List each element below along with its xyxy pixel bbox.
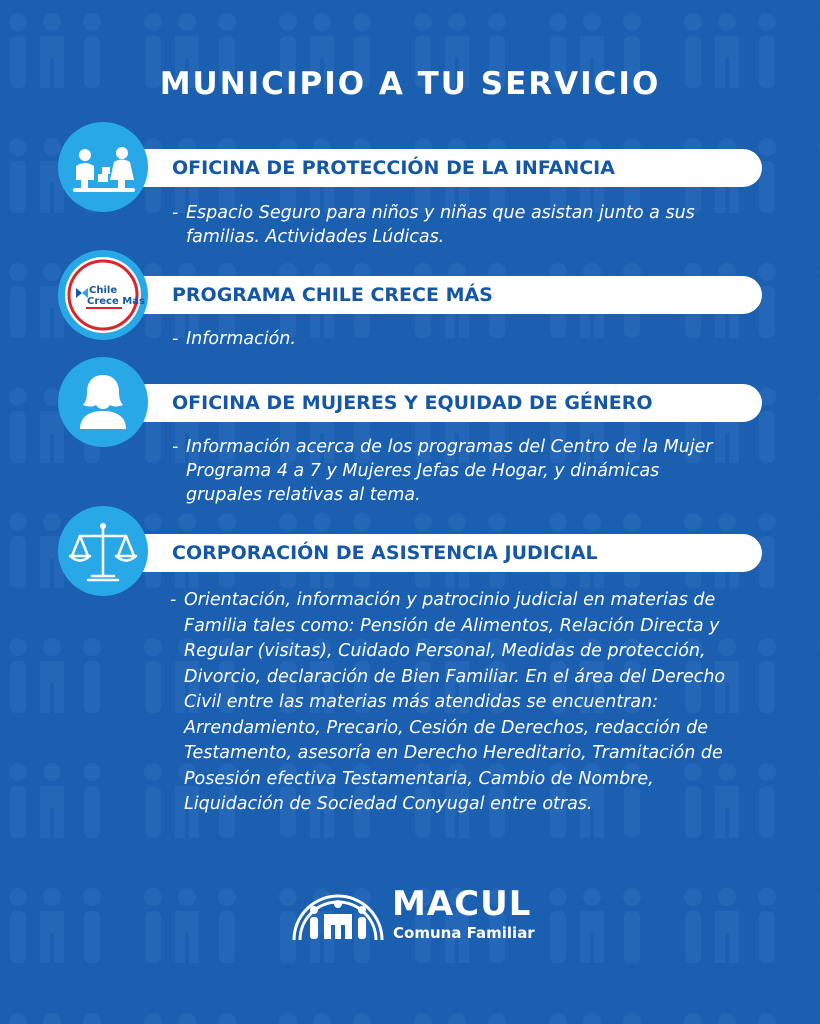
page-title: MUNICIPIO A TU SERVICIO xyxy=(159,66,661,102)
section-heading: PROGRAMA CHILE CRECE MÁS xyxy=(172,284,493,306)
macul-logo xyxy=(290,880,550,950)
section-heading: CORPORACIÓN DE ASISTENCIA JUDICIAL xyxy=(172,542,598,564)
brand-tagline: Comuna Familiar xyxy=(393,924,535,942)
section-description: - Información acerca de los programas del Centro de la Mujer Programa 4 a 7 y Mujeres Jefas de Hogar, y dinámicas grupales relativas al tema. xyxy=(172,437,713,505)
section-heading-bar xyxy=(120,384,762,422)
section-heading: OFICINA DE MUJERES Y EQUIDAD DE GÉNERO xyxy=(172,392,653,414)
children-playing-icon xyxy=(58,122,148,212)
section-description: - Información. xyxy=(172,329,296,349)
section-description: - Espacio Seguro para niños y niñas que asistan junto a sus familias. Actividades Lúdicas. xyxy=(172,203,695,247)
logo-text-chile: Chile xyxy=(89,285,118,296)
woman-silhouette-icon xyxy=(58,357,148,447)
logo-text-crece: Crece Más xyxy=(87,296,145,307)
section-heading-bar xyxy=(120,276,762,314)
section-heading-bar xyxy=(120,149,762,187)
macul-emblem-icon xyxy=(290,880,386,950)
chile-crece-mas-logo xyxy=(58,250,148,340)
section-heading: OFICINA DE PROTECCIÓN DE LA INFANCIA xyxy=(172,157,615,179)
brand-name: MACUL xyxy=(392,884,532,924)
scales-of-justice-icon xyxy=(58,506,148,596)
section-heading-bar xyxy=(120,534,762,572)
section-description: - Orientación, información y patrocinio judicial en materias de Familia tales como: Pensión de Alimentos, Relación Directa y Regular (visitas), Cuidado Personal, Medidas de protección, Divorcio, declaración de Bien Familiar. En el área del Derecho Civil entre las materias más atendidas se encuentran: Arrendamiento, Precario, Cesión de Derechos, redacción de Testamento, asesoría en Derecho Hereditario, Tramitación de Posesión efectiva Testamentaria, Cambio de Nombre, Liquidación de Sociedad Conyugal entre otras. xyxy=(170,590,726,814)
